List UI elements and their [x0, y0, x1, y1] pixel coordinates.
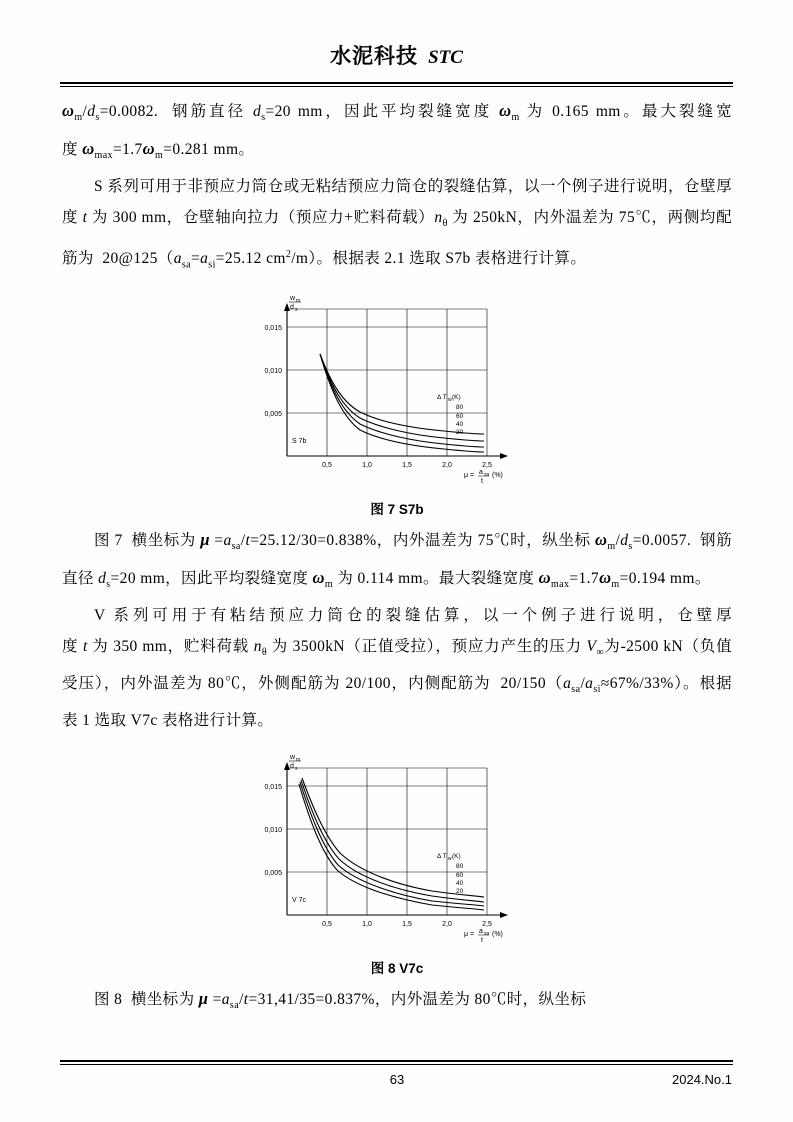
svg-text:Δ T: Δ T [437, 393, 447, 401]
svg-text:(%): (%) [492, 471, 503, 479]
svg-text:w: w [290, 294, 296, 302]
svg-text:0,5: 0,5 [322, 920, 332, 928]
svg-text:2,5: 2,5 [482, 920, 492, 928]
chart-s7b-svg [232, 291, 562, 491]
svg-text:t: t [481, 477, 483, 485]
svg-text:w: w [448, 396, 452, 403]
svg-text:0,010: 0,010 [264, 826, 282, 834]
svg-text:0,015: 0,015 [264, 783, 282, 791]
svg-text:0,015: 0,015 [264, 324, 282, 332]
paragraph-4: V 系列可用于有粘结预应力筒仓的裂缝估算，以一个例子进行说明，仓壁厚度 t 为 350 mm，贮料荷载 $n_\theta$ 为 3500kN（正值受拉），预应力产生的压力 $V_\infty$为-2500 kN（负值受压），内外温差为 80℃，外侧配筋为 20/100，内侧配筋为 $20/150(a_{sa}/a_{si}\approx 67\%/33\%)$。根据表 1 选取 V7c 表格进行计算。 [62, 606, 733, 729]
svg-text:m: m [296, 756, 301, 763]
svg-text:80: 80 [456, 862, 464, 870]
paragraph-5: 图 8 横坐标为 $\mu =a_{sa}/t=31,41/35=0.837\%$，内外温差为 80℃时，纵坐标 [94, 988, 587, 1011]
paragraph-1: $\omega_m/d_s=0.0082$. 钢筋直径 $d_s=20$ mm，因此平均裂缝宽度 $\omega_m$ 为 0.165 mm。最大裂缝宽度 $\omega_{max}=1.7\omega_m=0.281$ mm。 [62, 101, 732, 162]
document-body [62, 95, 732, 1021]
svg-text:μ =: μ = [464, 930, 475, 938]
svg-text:20: 20 [456, 428, 464, 436]
svg-text:60: 60 [456, 412, 464, 420]
svg-text:s: s [295, 765, 298, 772]
svg-text:a: a [479, 927, 483, 935]
svg-text:sa: sa [484, 471, 490, 478]
chart-s7b [232, 291, 562, 496]
svg-text:(%): (%) [492, 930, 503, 938]
svg-text:0,005: 0,005 [264, 410, 282, 418]
figure-7 [62, 291, 732, 518]
svg-text:1,5: 1,5 [402, 920, 412, 928]
svg-text:1,0: 1,0 [362, 461, 372, 469]
svg-text:t: t [481, 936, 483, 944]
svg-text:V 7c: V 7c [292, 896, 307, 904]
svg-text:(K): (K) [452, 852, 461, 860]
chart-v7c-svg [232, 750, 562, 950]
svg-text:s: s [295, 306, 298, 313]
issue-label: 2024.No.1 [672, 1072, 732, 1087]
svg-text:m: m [296, 297, 301, 304]
svg-text:0,5: 0,5 [322, 461, 332, 469]
svg-text:40: 40 [456, 420, 464, 428]
svg-text:Δ T: Δ T [437, 852, 447, 860]
svg-text:60: 60 [456, 871, 464, 879]
svg-text:w: w [290, 753, 296, 761]
figure-7-caption: 图 7 S7b [370, 501, 424, 517]
svg-text:d: d [290, 303, 294, 311]
header-rule [60, 82, 733, 87]
svg-text:(K): (K) [452, 393, 461, 401]
footer-rule [60, 1060, 733, 1065]
svg-text:S 7b: S 7b [292, 437, 307, 445]
chart-v7c [232, 750, 562, 955]
svg-text:2,0: 2,0 [442, 920, 452, 928]
paragraph-3: 图 7 横坐标为 $\mu =a_{sa}/t=25.12/30=0.838\%$，内外温差为 75℃时，纵坐标 $\omega_m/d_s=0.0057$. 钢筋直径 $d_s=20$ mm，因此平均裂缝宽度 $\omega_m$ 为 0.114 mm。最大裂缝宽度 $\omega_{max}=1.7\omega_m=0.194$ mm。 [62, 529, 732, 590]
figure-8 [62, 750, 732, 977]
svg-text:80: 80 [456, 403, 464, 411]
svg-text:20: 20 [456, 887, 464, 895]
svg-text:w: w [448, 855, 452, 862]
figure-8-caption: 图 8 V7c [370, 960, 424, 976]
svg-text:sa: sa [484, 930, 490, 937]
page-header [0, 40, 793, 70]
svg-text:0,005: 0,005 [264, 869, 282, 877]
journal-title: 水泥科技 [330, 44, 419, 68]
svg-text:1,0: 1,0 [362, 920, 372, 928]
paragraph-2: S 系列可用于非预应力筒仓或无粘结预应力筒仓的裂缝估算，以一个例子进行说明，仓壁厚度 t 为 300 mm，仓壁轴向拉力（预应力+贮料荷载）$n_\theta$ 为 250kN，内外温差为 75℃，两侧均配筋为 $20@125(a_{sa}=a_{si}=25.12$ $cm^2/m$）。根据表 2.1 选取 S7b 表格进行计算。 [62, 178, 732, 271]
svg-text:0,010: 0,010 [264, 367, 282, 375]
journal-subtitle: STC [428, 47, 463, 68]
svg-text:a: a [479, 468, 483, 476]
svg-text:2,5: 2,5 [482, 461, 492, 469]
svg-text:1,5: 1,5 [402, 461, 412, 469]
svg-text:μ =: μ = [464, 471, 475, 479]
svg-text:2,0: 2,0 [442, 461, 452, 469]
svg-text:40: 40 [456, 879, 464, 887]
page-number: 63 [389, 1072, 405, 1087]
svg-text:d: d [290, 762, 294, 770]
